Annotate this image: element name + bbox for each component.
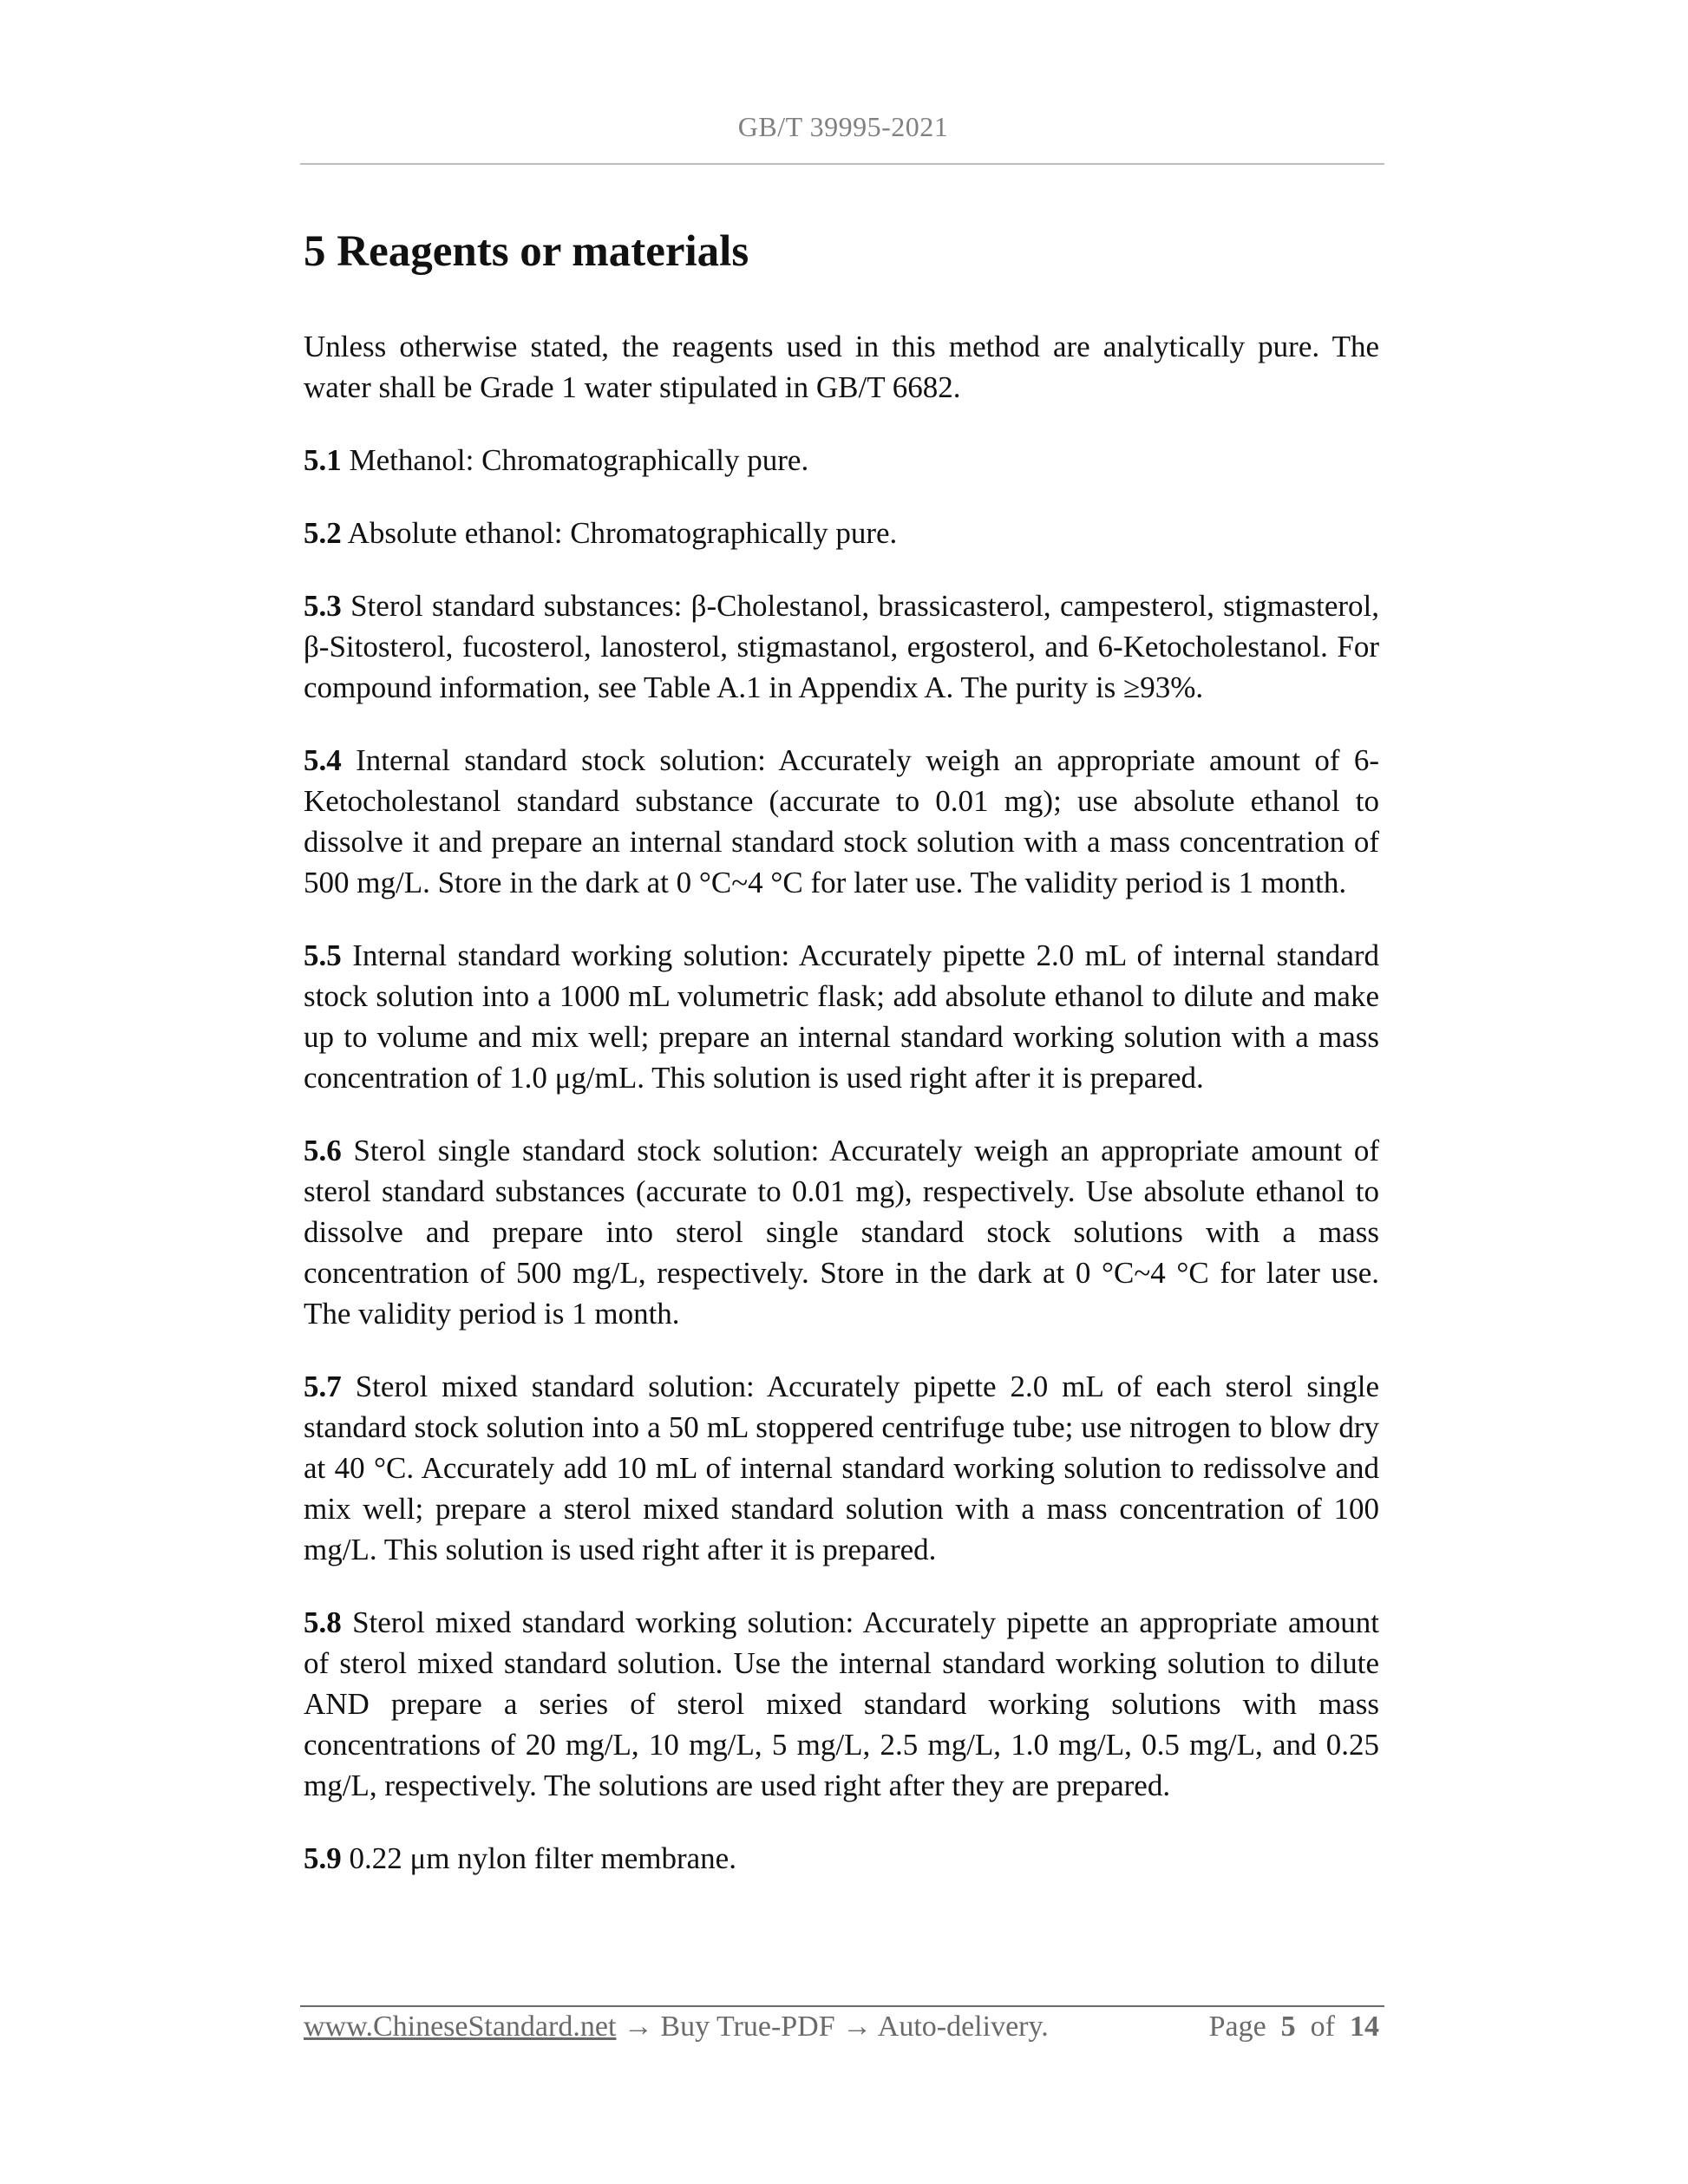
- site-link[interactable]: www.ChineseStandard.net: [304, 2011, 617, 2043]
- item-text: Sterol single standard stock solution: Accurately weigh an appropriate amount of sterol standard substances (accurate to 0.01 mg), respectively. Use absolute ethanol to dissolve and prepare into sterol single standard stock solutions with a mass concentration of 500 mg/L, respectively. Store in the dark at 0 °C~4 °C for later use. The validity period is 1 month.: [304, 1134, 1380, 1331]
- arrow-right-icon: →: [623, 2011, 653, 2043]
- auto-delivery-text: Auto-delivery.: [877, 2011, 1049, 2043]
- item-text: Methanol: Chromatographically pure.: [349, 443, 809, 478]
- item-number: 5.9: [304, 1841, 342, 1876]
- item-text: Sterol mixed standard solution: Accurately pipette 2.0 mL of each sterol single standard stock solution into a 50 mL stoppered centrifuge tube; use nitrogen to blow dry at 40 °C. Accurately add 10 mL of internal standard working solution to redissolve and mix well; prepare a sterol mixed standard solution with a mass concentration of 100 mg/L. This solution is used right after it is prepared.: [304, 1370, 1379, 1567]
- arrow-right-icon: →: [842, 2011, 873, 2043]
- section-title: 5 Reagents or materials: [304, 227, 749, 276]
- item-text: Internal standard stock solution: Accurately weigh an appropriate amount of 6-Ketocholestanol standard substance (accurate to 0.01 mg); use absolute ethanol to dissolve it and prepare an internal standard stock solution with a mass concentration of 500 mg/L. Store in the dark at 0 °C~4 °C for later use. The validity period is 1 month.: [304, 743, 1380, 900]
- item-number: 5.4: [304, 743, 342, 778]
- item-5-3: [304, 585, 1379, 708]
- header-divider: [300, 163, 1384, 165]
- item-5-2: [304, 513, 1379, 553]
- item-text: 0.22 μm nylon filter membrane.: [349, 1841, 736, 1876]
- item-number: 5.8: [304, 1605, 342, 1640]
- item-number: 5.7: [304, 1370, 342, 1404]
- item-5-5: [304, 935, 1379, 1098]
- item-5-4: [304, 740, 1379, 903]
- page-content: [304, 227, 1379, 1911]
- item-number: 5.2: [304, 516, 342, 551]
- item-text: Internal standard working solution: Accurately pipette 2.0 mL of internal standard stock solution into a 1000 mL volumetric flask; add absolute ethanol to dilute and make up to volume and mix well; prepare an internal standard working solution with a mass concentration of 1.0 μg/mL. This solution is used right after it is prepared.: [304, 938, 1380, 1095]
- buy-pdf-text: Buy True-PDF: [660, 2011, 835, 2043]
- item-5-1: [304, 440, 1379, 481]
- of-word: of: [1310, 2011, 1335, 2043]
- item-5-6: [304, 1130, 1379, 1334]
- item-text: Sterol mixed standard working solution: Accurately pipette an appropriate amount of sterol mixed standard solution. Use the internal standard working solution to dilute AND prepare a series of sterol mixed standard working solutions with mass concentrations of 20 mg/L, 10 mg/L, 5 mg/L, 2.5 mg/L, 1.0 mg/L, 0.5 mg/L, and 0.25 mg/L, respectively. The solutions are used right after they are prepared.: [304, 1605, 1379, 1803]
- item-number: 5.1: [304, 443, 342, 478]
- item-text: Absolute ethanol: Chromatographically pure.: [347, 516, 898, 551]
- item-number: 5.6: [304, 1134, 342, 1168]
- item-number: 5.3: [304, 589, 342, 624]
- item-5-8: [304, 1602, 1379, 1806]
- item-5-9: [304, 1838, 1379, 1879]
- total-pages: 14: [1350, 2011, 1379, 2043]
- page-number: [1209, 2011, 1379, 2043]
- current-page: 5: [1280, 2011, 1296, 2043]
- footer-links: [304, 2011, 1049, 2043]
- document-header: GB/T 39995-2021: [737, 111, 949, 142]
- page-word: Page: [1208, 2011, 1266, 2043]
- intro-paragraph: Unless otherwise stated, the reagents used in this method are analytically pure. The water shall be Grade 1 water stipulated in GB/T 6682.: [304, 330, 1379, 405]
- item-5-7: [304, 1366, 1379, 1570]
- footer-divider: [300, 2005, 1384, 2007]
- item-number: 5.5: [304, 938, 342, 973]
- item-text: Sterol standard substances: β-Cholestanol, brassicasterol, campesterol, stigmasterol, β-Sitosterol, fucosterol, lanosterol, stigmastanol, ergosterol, and 6-Ketocholestanol. For compound information, see Table A.1 in Appendix A. The purity is ≥93%.: [304, 589, 1380, 705]
